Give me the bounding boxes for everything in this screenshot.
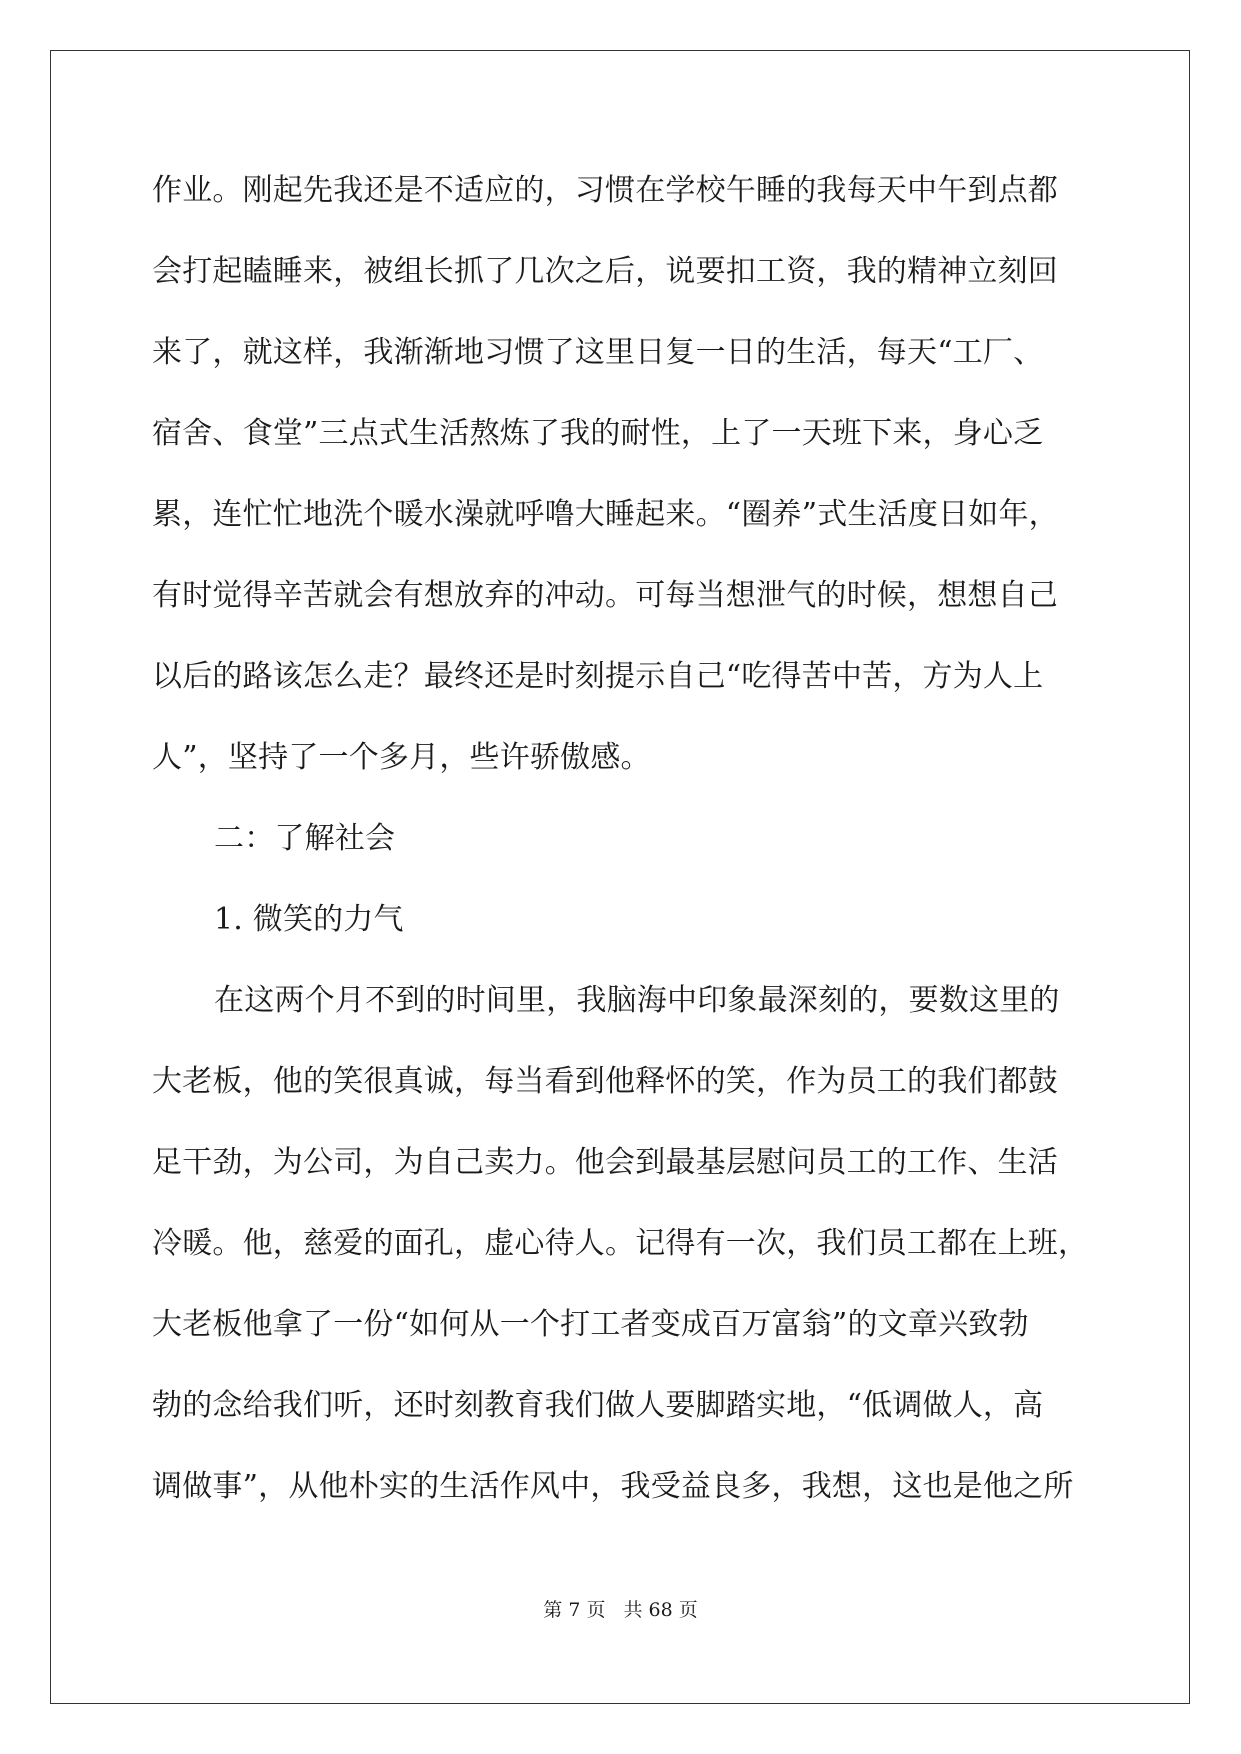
text-line-5: 累，连忙忙地洗个暖水澡就呼噜大睡起来。“圈养”式生活度日如年， — [152, 497, 1059, 532]
text-line-7: 以后的路该怎么走？最终还是时刻提示自己“吃得苦中苦，方为人上 — [152, 659, 1044, 694]
text-line-11: 在这两个月不到的时间里，我脑海中印象最深刻的，要数这里的 — [214, 983, 1060, 1018]
text-line-3: 来了，就这样，我渐渐地习惯了这里日复一日的生活，每天“工厂、 — [152, 335, 1044, 370]
text-line-4: 宿舍、食堂”三点式生活熬炼了我的耐性，上了一天班下来，身心乏 — [152, 416, 1044, 451]
page-number: 第 7 页 — [543, 1599, 606, 1621]
text-line-16: 勃的念给我们听，还时刻教育我们做人要脚踏实地，“低调做人，高 — [152, 1388, 1044, 1423]
text-line-12: 大老板，他的笑很真诚，每当看到他释怀的笑，作为员工的我们都鼓 — [152, 1064, 1058, 1099]
document-body — [152, 150, 1112, 1527]
page-footer — [0, 1595, 1241, 1622]
text-line-13: 足干劲，为公司，为自己卖力。他会到最基层慰问员工的工作、生活 — [152, 1145, 1058, 1180]
text-line-15: 大老板他拿了一份“如何从一个打工者变成百万富翁”的文章兴致勃 — [152, 1307, 1029, 1342]
text-line-14: 冷暖。他，慈爱的面孔，虚心待人。记得有一次，我们员工都在上班， — [152, 1226, 1089, 1261]
section-heading: 二：了解社会 — [214, 821, 396, 856]
subsection-heading: 1. 微笑的力气 — [214, 902, 404, 937]
text-line-1: 作业。刚起先我还是不适应的，习惯在学校午睡的我每天中午到点都 — [152, 173, 1058, 208]
text-line-2: 会打起瞌睡来，被组长抓了几次之后，说要扣工资，我的精神立刻回 — [152, 254, 1058, 289]
text-line-6: 有时觉得辛苦就会有想放弃的冲动。可每当想泄气的时候，想想自己 — [152, 578, 1058, 613]
text-line-8: 人”，坚持了一个多月，些许骄傲感。 — [152, 740, 651, 775]
text-line-17: 调做事”，从他朴实的生活作风中，我受益良多，我想，这也是他之所 — [152, 1469, 1074, 1504]
page-total: 共 68 页 — [623, 1599, 698, 1621]
